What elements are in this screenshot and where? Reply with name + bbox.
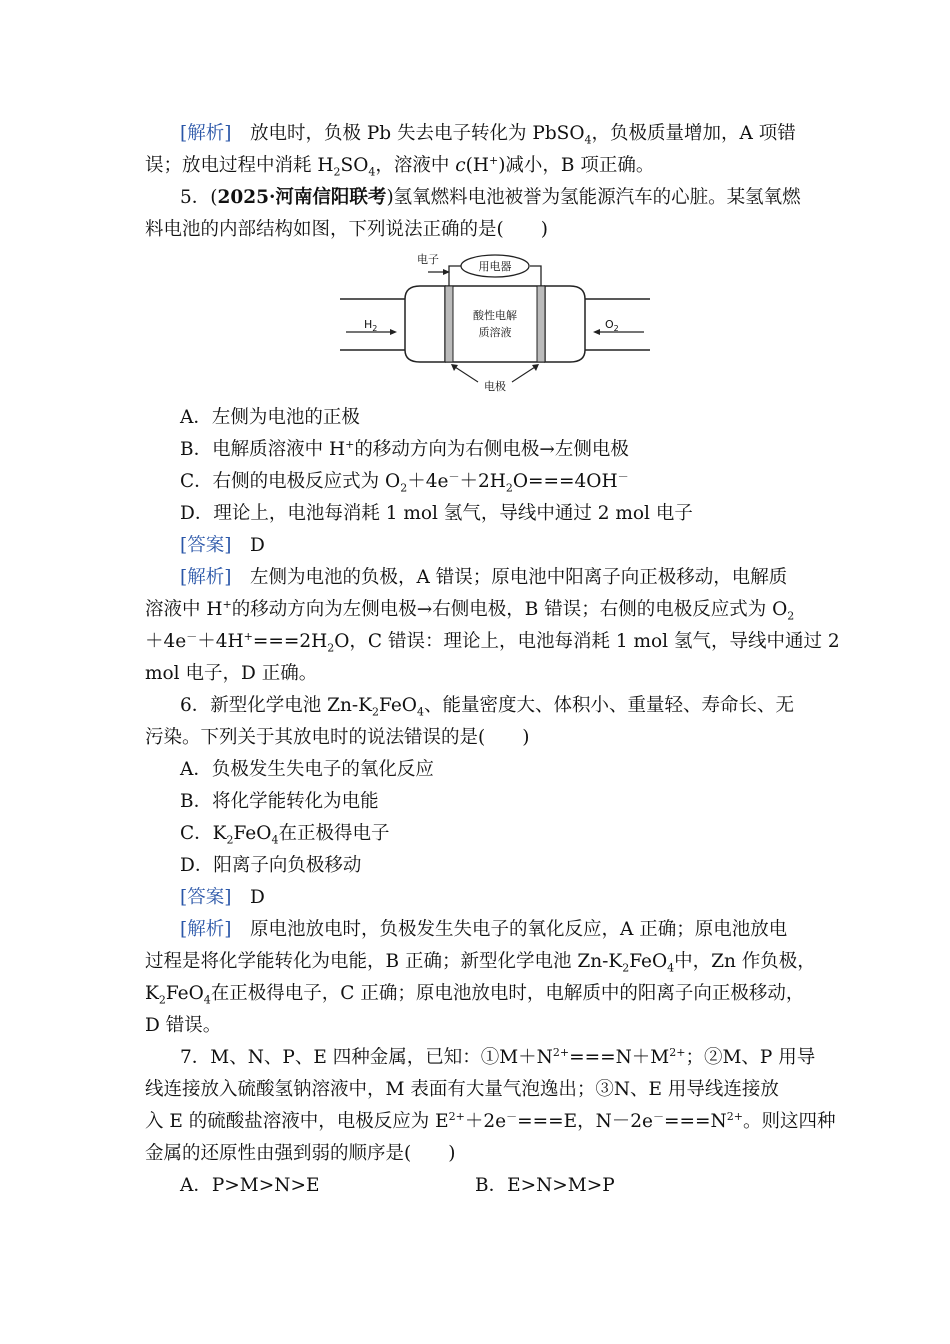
answer-label: [答案] — [180, 535, 232, 556]
q4-analysis-line-2: 误；放电过程中消耗 $H_2SO_4$，溶液中 c(H+)减小，B 项正确。 — [145, 153, 655, 179]
q5-analysis-line-3: $+4e^-+4H^+===2H_2O$，C 错误：理论上，电池每消耗 1 mol 氢气，导线中通过 2 — [145, 629, 840, 655]
q6-analysis-line-3: $K_2FeO_4$在正极得电子，C 正确；原电池放电时，电解质中的阳离子向正极移动， — [145, 983, 805, 1007]
electrolyte-line-2: 质溶液 — [478, 326, 512, 339]
q7-option-a: A．P>M>N>E — [180, 1175, 320, 1196]
electron-label: 电子 — [417, 253, 439, 266]
q6-option-d: D．阳离子向负极移动 — [180, 855, 362, 876]
h2-label: $H_2$ — [364, 318, 378, 333]
analysis-label: [解析] — [180, 123, 232, 144]
electrode-arrow-right — [532, 364, 539, 371]
q5-analysis-line-2: 溶液中 H+的移动方向为左侧电极→右侧电极，B 错误；右侧的电极反应式为 $O_2$ — [145, 597, 795, 623]
q6-option-b: B．将化学能转化为电能 — [180, 791, 379, 812]
q5-stem-line-2: 料电池的内部结构如图，下列说法正确的是( ) — [145, 219, 548, 240]
q5-answer: [答案] D — [180, 535, 265, 556]
q5-stem-line-1: 5．(2025·河南信阳联考)氢氧燃料电池被誉为氢能源汽车的心脏。某氢氧燃 — [180, 187, 801, 208]
h2-arrow — [390, 329, 397, 335]
q5-option-c: C．右侧的电极反应式为 $O_2+4e^-+2H_2O===4OH^-$ — [180, 469, 629, 495]
right-chamber — [545, 286, 585, 362]
left-chamber — [405, 286, 445, 362]
q5-option-b: B．电解质溶液中 H+的移动方向为右侧电极→左侧电极 — [180, 437, 629, 460]
right-electrode — [537, 286, 545, 362]
right-wire — [530, 266, 541, 286]
q6-stem-line-1: 6．新型化学电池 $Zn-K_2FeO_4$、能量密度大、体积小、重量轻、寿命长、无 — [180, 695, 794, 719]
electrolyte-line-1: 酸性电解 — [473, 309, 517, 322]
electrode-label: 电极 — [484, 380, 506, 393]
q6-analysis-line-1: [解析] 原电池放电时，负极发生失电子的氧化反应，A 正确；原电池放电 — [180, 919, 788, 940]
q6-option-c: C．$K_2FeO_4$在正极得电子 — [180, 823, 390, 847]
q6-analysis-line-2: 过程是将化学能转化为电能，B 正确；新型化学电池 $Zn-K_2FeO_4$中，Zn 作负极， — [145, 951, 816, 975]
q6-analysis-line-4: D 错误。 — [145, 1015, 222, 1036]
q6-stem-line-2: 污染。下列关于其放电时的说法错误的是( ) — [145, 727, 530, 748]
electrode-arrow-left — [451, 364, 458, 371]
o2-label: $O_2$ — [605, 318, 619, 333]
q5-option-d: D．理论上，电池每消耗 1 mol 氢气，导线中通过 2 mol 电子 — [180, 503, 693, 524]
q5-analysis-line-1: [解析] 左侧为电池的负极，A 错误；原电池中阳离子向正极移动，电解质 — [180, 567, 788, 588]
q5-option-a: A．左侧为电池的正极 — [180, 407, 360, 428]
q5-source: 2025·河南信阳联考 — [217, 187, 387, 208]
q4-analysis-line-1: [解析] 放电时，负极 Pb 失去电子转化为 PbSO$_4$，负极质量增加，A 项错 — [180, 123, 796, 147]
q7-stem-line-4: 金属的还原性由强到弱的顺序是( ) — [145, 1143, 456, 1164]
q7-option-b: B．E>N>M>P — [475, 1175, 615, 1196]
q7-stem-line-2: 线连接放入硫酸氢钠溶液中，M 表面有大量气泡逸出；③N、E 用导线连接放 — [145, 1079, 779, 1100]
o2-arrow — [593, 329, 600, 335]
q7-stem-line-3: 入 E 的硫酸盐溶液中，电极反应为 $E^{2+}+2e^-===E$，$N-2e^-===N^{2+}$。则这四种 — [145, 1109, 836, 1132]
left-electrode — [445, 286, 453, 362]
fuel-cell-diagram — [340, 252, 650, 394]
q7-stem-line-1: 7．M、N、P、E 四种金属，已知：$①M+N^{2+}===N+M^{2+}$；②M、P 用导 — [180, 1045, 816, 1068]
device-label: 用电器 — [478, 260, 512, 273]
q5-analysis-line-4: mol 电子，D 正确。 — [145, 663, 318, 684]
left-wire — [449, 266, 461, 286]
q6-answer: [答案] D — [180, 887, 265, 908]
q6-option-a: A．负极发生失电子的氧化反应 — [180, 759, 434, 780]
